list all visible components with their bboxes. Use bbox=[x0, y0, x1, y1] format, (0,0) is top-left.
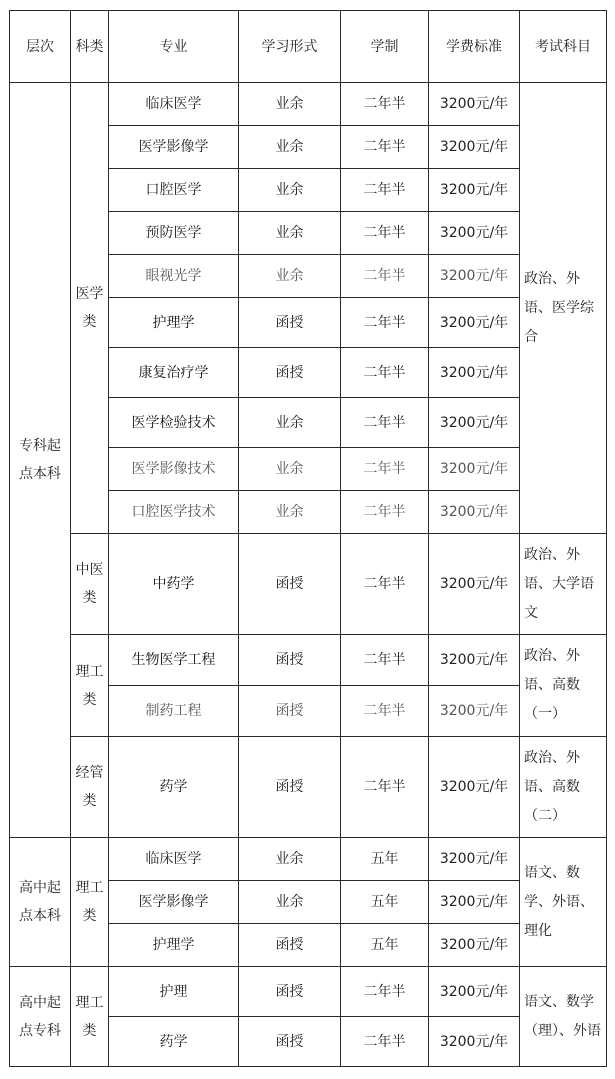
form-cell: 业余 bbox=[239, 83, 341, 126]
header-fee: 学费标准 bbox=[429, 11, 520, 83]
form-cell: 函授 bbox=[239, 534, 341, 635]
major-cell: 口腔医学 bbox=[109, 169, 239, 212]
major-cell: 预防医学 bbox=[109, 212, 239, 255]
fee-cell: 3200元/年 bbox=[429, 169, 520, 212]
duration-cell: 二年半 bbox=[341, 967, 429, 1017]
major-cell: 临床医学 bbox=[109, 83, 239, 126]
header-major: 专业 bbox=[109, 11, 239, 83]
form-cell: 业余 bbox=[239, 398, 341, 448]
duration-cell: 二年半 bbox=[341, 298, 429, 348]
duration-cell: 二年半 bbox=[341, 737, 429, 838]
fee-cell: 3200元/年 bbox=[429, 737, 520, 838]
exam-cell: 政治、外语、医学综合 bbox=[520, 83, 607, 534]
form-cell: 业余 bbox=[239, 212, 341, 255]
fee-cell: 3200元/年 bbox=[429, 448, 520, 491]
duration-cell: 五年 bbox=[341, 881, 429, 924]
major-cell: 临床医学 bbox=[109, 838, 239, 881]
duration-cell: 二年半 bbox=[341, 1017, 429, 1067]
category-cell: 理工类 bbox=[71, 635, 109, 737]
fee-cell: 3200元/年 bbox=[429, 212, 520, 255]
duration-cell: 二年半 bbox=[341, 448, 429, 491]
enrollment-table bbox=[9, 10, 607, 1067]
duration-cell: 二年半 bbox=[341, 83, 429, 126]
form-cell: 函授 bbox=[239, 686, 341, 737]
form-cell: 函授 bbox=[239, 635, 341, 686]
fee-cell: 3200元/年 bbox=[429, 967, 520, 1017]
header-category: 科类 bbox=[71, 11, 109, 83]
duration-cell: 二年半 bbox=[341, 348, 429, 398]
form-cell: 业余 bbox=[239, 255, 341, 298]
table-row bbox=[10, 967, 607, 1017]
fee-cell: 3200元/年 bbox=[429, 126, 520, 169]
fee-cell: 3200元/年 bbox=[429, 686, 520, 737]
form-cell: 函授 bbox=[239, 1017, 341, 1067]
major-cell: 医学检验技术 bbox=[109, 398, 239, 448]
duration-cell: 五年 bbox=[341, 924, 429, 967]
fee-cell: 3200元/年 bbox=[429, 838, 520, 881]
fee-cell: 3200元/年 bbox=[429, 534, 520, 635]
major-cell: 医学影像学 bbox=[109, 126, 239, 169]
fee-cell: 3200元/年 bbox=[429, 255, 520, 298]
fee-cell: 3200元/年 bbox=[429, 881, 520, 924]
exam-cell: 政治、外语、大学语文 bbox=[520, 534, 607, 635]
fee-cell: 3200元/年 bbox=[429, 398, 520, 448]
duration-cell: 二年半 bbox=[341, 398, 429, 448]
duration-cell: 二年半 bbox=[341, 635, 429, 686]
major-cell: 护理学 bbox=[109, 924, 239, 967]
category-cell: 中医类 bbox=[71, 534, 109, 635]
level-cell: 高中起点专科 bbox=[10, 967, 71, 1067]
fee-cell: 3200元/年 bbox=[429, 348, 520, 398]
form-cell: 业余 bbox=[239, 838, 341, 881]
duration-cell: 二年半 bbox=[341, 169, 429, 212]
duration-cell: 二年半 bbox=[341, 255, 429, 298]
table-row bbox=[10, 83, 607, 126]
fee-cell: 3200元/年 bbox=[429, 83, 520, 126]
major-cell: 制药工程 bbox=[109, 686, 239, 737]
table-row bbox=[10, 635, 607, 686]
form-cell: 函授 bbox=[239, 348, 341, 398]
category-cell: 理工类 bbox=[71, 838, 109, 967]
form-cell: 业余 bbox=[239, 491, 341, 534]
major-cell: 护理 bbox=[109, 967, 239, 1017]
major-cell: 生物医学工程 bbox=[109, 635, 239, 686]
level-cell: 高中起点本科 bbox=[10, 838, 71, 967]
major-cell: 中药学 bbox=[109, 534, 239, 635]
category-cell: 理工类 bbox=[71, 967, 109, 1067]
major-cell: 眼视光学 bbox=[109, 255, 239, 298]
fee-cell: 3200元/年 bbox=[429, 491, 520, 534]
form-cell: 函授 bbox=[239, 737, 341, 838]
major-cell: 口腔医学技术 bbox=[109, 491, 239, 534]
exam-cell: 语文、数学、外语、理化 bbox=[520, 838, 607, 967]
header-duration: 学制 bbox=[341, 11, 429, 83]
fee-cell: 3200元/年 bbox=[429, 1017, 520, 1067]
major-cell: 医学影像学 bbox=[109, 881, 239, 924]
form-cell: 函授 bbox=[239, 924, 341, 967]
form-cell: 业余 bbox=[239, 126, 341, 169]
form-cell: 函授 bbox=[239, 298, 341, 348]
category-cell: 医学类 bbox=[71, 83, 109, 534]
fee-cell: 3200元/年 bbox=[429, 298, 520, 348]
major-cell: 护理学 bbox=[109, 298, 239, 348]
table-row bbox=[10, 737, 607, 838]
duration-cell: 二年半 bbox=[341, 491, 429, 534]
fee-cell: 3200元/年 bbox=[429, 635, 520, 686]
duration-cell: 二年半 bbox=[341, 686, 429, 737]
table-row bbox=[10, 838, 607, 881]
form-cell: 业余 bbox=[239, 881, 341, 924]
major-cell: 医学影像技术 bbox=[109, 448, 239, 491]
header-level: 层次 bbox=[10, 11, 71, 83]
exam-cell: 政治、外语、高数（一） bbox=[520, 635, 607, 737]
exam-cell: 政治、外语、高数（二） bbox=[520, 737, 607, 838]
category-cell: 经管类 bbox=[71, 737, 109, 838]
header-row bbox=[10, 11, 607, 83]
duration-cell: 五年 bbox=[341, 838, 429, 881]
major-cell: 康复治疗学 bbox=[109, 348, 239, 398]
form-cell: 函授 bbox=[239, 967, 341, 1017]
major-cell: 药学 bbox=[109, 1017, 239, 1067]
exam-cell: 语文、数学（理）、外语 bbox=[520, 967, 607, 1067]
form-cell: 业余 bbox=[239, 169, 341, 212]
duration-cell: 二年半 bbox=[341, 534, 429, 635]
header-form: 学习形式 bbox=[239, 11, 341, 83]
fee-cell: 3200元/年 bbox=[429, 924, 520, 967]
duration-cell: 二年半 bbox=[341, 126, 429, 169]
level-cell: 专科起点本科 bbox=[10, 83, 71, 838]
header-exam: 考试科目 bbox=[520, 11, 607, 83]
table-row bbox=[10, 534, 607, 635]
form-cell: 业余 bbox=[239, 448, 341, 491]
duration-cell: 二年半 bbox=[341, 212, 429, 255]
major-cell: 药学 bbox=[109, 737, 239, 838]
